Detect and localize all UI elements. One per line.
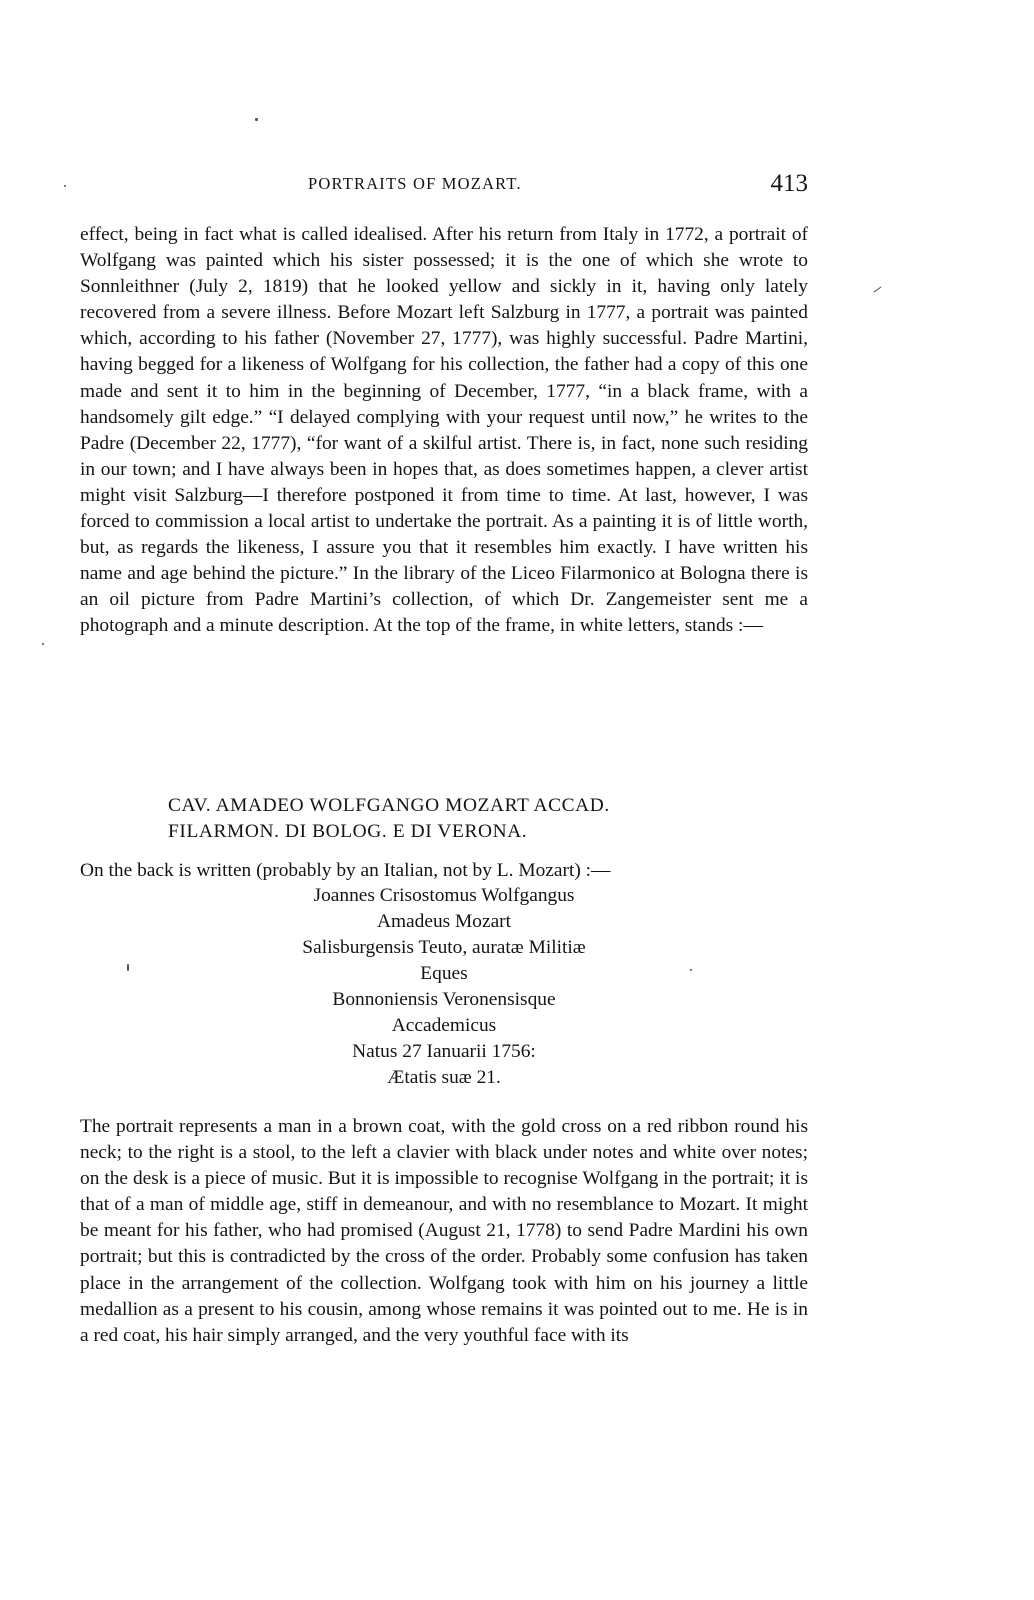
inscription-line-2: FILARMON. DI BOLOG. E DI VERONA.	[168, 821, 528, 842]
scan-speck	[874, 287, 882, 293]
latin-line-2: Amadeus Mozart	[376, 911, 512, 932]
latin-line-4: Eques	[420, 963, 468, 984]
scan-speck	[255, 118, 258, 121]
body-paragraph-portraits: effect, being in fact what is called idealised. After his return from Italy in 1772, a portrait of Wolfgang was painted which his sister possessed; it is the one of which she wrote to Sonnleithner (July 2, 1819) that he looked yellow and sickly in it, having only lately recovered from a severe illness. Before Mozart left Salzburg in 1777, a portrait was painted which, according to his father (November 27, 1777), was highly successful. Padre Martini, having begged for a likeness of Wolfgang for his collection, the father had a copy of this one made and sent it to him in the beginning of December, 1777, “in a black frame, with a handsomely gilt edge.” “I delayed complying with your request until now,” he writes to the Padre (December 22, 1777), “for want of a skilful artist. There is, in fact, none such residing in our town; and I have always been in hopes that, as does sometimes happen, a clever artist might visit Salzburg—I therefore postponed it from time to time. At last, however, I was forced to commission a local artist to undertake the portrait. As a painting it is of little worth, but, as regards the likeness, I assure you that it resembles him exactly. I have written his name and age behind the picture.” In the library of the Liceo Filarmonico at Bologna there is an oil picture from Padre Martini’s collection, of which Dr. Zangemeister sent me a photograph and a minute description. At the top of the frame, in white letters, stands :—	[80, 224, 808, 637]
frame-inscription	[168, 793, 610, 845]
body-paragraph-description: The portrait represents a man in a brown coat, with the gold cross on a red ribbon round his neck; to the right is a stool, to the left a clavier with black under notes and white over notes; on the desk is a piece of music. But it is impossible to recognise Wolfgang in the portrait; it is that of a man of middle age, stiff in demeanour, and with no resemblance to Mozart. It might be meant for his father, who had promised (August 21, 1778) to send Padre Mardini his own portrait; but this is contradicted by the cross of the order. Probably some confusion has taken place in the arrangement of the collection. Wolfgang took with him on his journey a little medallion as a present to his cousin, among whose remains it was pointed out to me. He is in a red coat, his hair simply arranged, and the very youthful face with its	[80, 1116, 808, 1346]
back-inscription-intro: On the back is written (probably by an Italian, not by L. Mozart) :—	[80, 860, 611, 881]
scan-speck	[64, 185, 66, 187]
latin-line-1: Joannes Crisostomus Wolfgangus	[313, 885, 575, 906]
scan-speck	[42, 643, 44, 645]
latin-line-7: Natus 27 Ianuarii 1756:	[352, 1041, 536, 1062]
scan-speck	[690, 969, 692, 971]
latin-line-6: Accademicus	[391, 1015, 497, 1036]
page-number: 413	[770, 170, 808, 197]
latin-line-5: Bonnoniensis Veronensisque	[332, 989, 556, 1010]
latin-line-8: Ætatis suæ 21.	[387, 1067, 501, 1088]
latin-line-3: Salisburgensis Teuto, auratæ Militiæ	[302, 937, 586, 958]
page-header	[80, 170, 808, 200]
latin-inscription	[80, 883, 808, 1091]
inscription-line-1: CAV. AMADEO WOLFGANGO MOZART ACCAD.	[168, 795, 610, 816]
running-title: PORTRAITS OF MOZART.	[308, 174, 522, 193]
scan-speck	[127, 964, 129, 971]
